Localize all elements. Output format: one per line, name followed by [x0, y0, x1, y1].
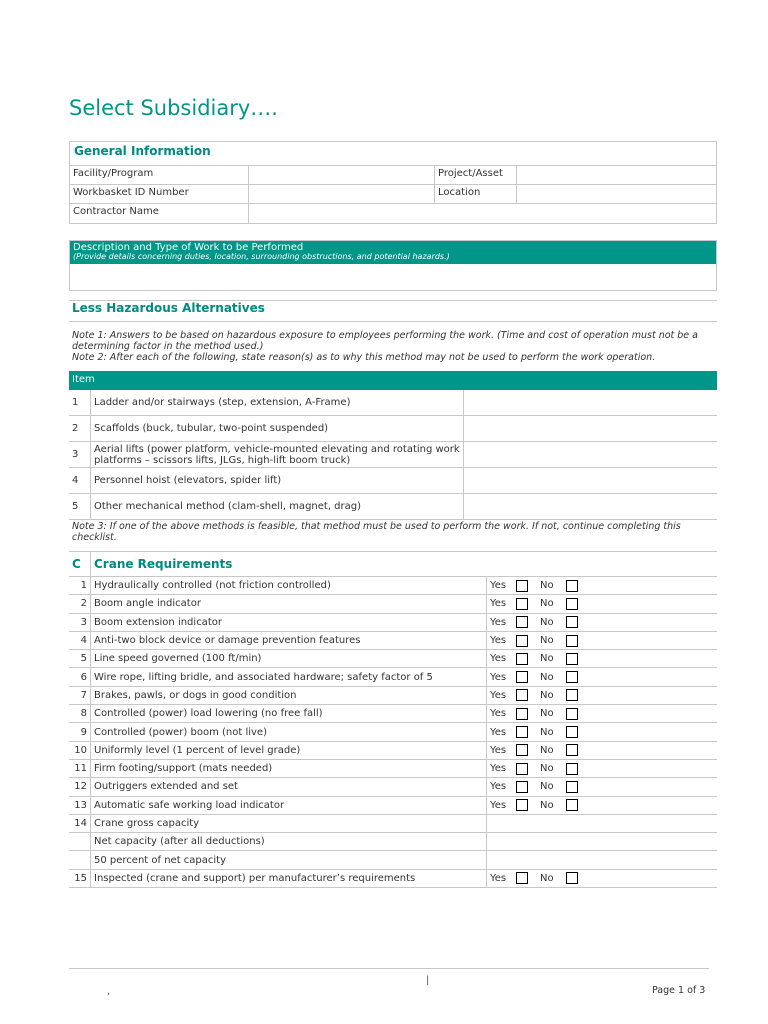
table-row — [69, 468, 717, 494]
item-reason-field[interactable] — [464, 390, 717, 415]
no-label: No — [540, 763, 554, 775]
yes-checkbox[interactable] — [516, 799, 528, 811]
answer-cell — [487, 705, 717, 722]
item-description: Personnel hoist (elevators, spider lift) — [91, 468, 464, 493]
table-row — [69, 833, 717, 851]
yes-label: Yes — [490, 580, 507, 592]
row-number: 6 — [69, 668, 91, 685]
answer-cell — [487, 687, 717, 704]
yes-checkbox[interactable] — [516, 708, 528, 720]
yes-label: Yes — [490, 653, 507, 665]
answer-cell[interactable] — [487, 815, 717, 832]
requirement-text: Anti-two block device or damage prevention features — [91, 632, 487, 649]
no-checkbox[interactable] — [566, 616, 578, 628]
requirement-text: Brakes, pawls, or dogs in good condition — [91, 687, 487, 704]
no-checkbox[interactable] — [566, 598, 578, 610]
answer-cell — [487, 723, 717, 740]
item-number: 5 — [69, 494, 91, 519]
no-label: No — [540, 598, 554, 610]
row-number: 14 — [69, 815, 91, 832]
no-checkbox[interactable] — [566, 708, 578, 720]
row-number — [69, 833, 91, 850]
general-information-heading: General Information — [70, 142, 716, 166]
facility-program-field[interactable] — [249, 166, 435, 184]
less-hazardous-heading: Less Hazardous Alternatives — [72, 301, 265, 315]
item-number: 2 — [69, 416, 91, 441]
requirement-text: Controlled (power) load lowering (no free fall) — [91, 705, 487, 722]
crane-requirements-heading: Crane Requirements — [94, 557, 233, 571]
alternatives-table-header: Item — [69, 371, 717, 390]
row-number: 2 — [69, 595, 91, 612]
yes-label: Yes — [490, 744, 507, 756]
answer-cell — [487, 870, 717, 887]
answer-cell[interactable] — [487, 833, 717, 850]
yes-label: Yes — [490, 781, 507, 793]
answer-cell[interactable] — [487, 851, 717, 868]
yes-label: Yes — [490, 671, 507, 683]
location-field[interactable] — [517, 185, 716, 203]
notes-block — [72, 330, 712, 363]
item-description: Other mechanical method (clam-shell, magnet, drag) — [91, 494, 464, 519]
yes-label: Yes — [490, 708, 507, 720]
table-row — [69, 632, 717, 650]
table-row — [69, 760, 717, 778]
no-label: No — [540, 689, 554, 701]
yes-checkbox[interactable] — [516, 671, 528, 683]
table-row — [69, 614, 717, 632]
table-row — [70, 204, 716, 223]
yes-label: Yes — [490, 689, 507, 701]
answer-cell — [487, 632, 717, 649]
item-number: 3 — [69, 442, 91, 467]
yes-checkbox[interactable] — [516, 763, 528, 775]
row-number: 12 — [69, 778, 91, 795]
item-number: 1 — [69, 390, 91, 415]
crane-requirements-header — [69, 551, 717, 577]
no-checkbox[interactable] — [566, 744, 578, 756]
answer-cell — [487, 577, 717, 594]
table-row — [69, 723, 717, 741]
yes-checkbox[interactable] — [516, 726, 528, 738]
field-label: Contractor Name — [70, 204, 249, 223]
row-number: 10 — [69, 742, 91, 759]
note-1: Note 1: Answers to be based on hazardous exposure to employees performing the work. (Time and cost of operation must not be a determining factor in the method used.) — [72, 330, 698, 352]
general-information-table — [69, 141, 717, 224]
row-number: 7 — [69, 687, 91, 704]
table-row — [69, 797, 717, 815]
table-row — [70, 166, 716, 185]
no-checkbox[interactable] — [566, 671, 578, 683]
table-row — [69, 650, 717, 668]
row-number — [69, 851, 91, 868]
requirement-text: Boom angle indicator — [91, 595, 487, 612]
answer-cell — [487, 595, 717, 612]
row-number: 5 — [69, 650, 91, 667]
requirement-text: Outriggers extended and set — [91, 778, 487, 795]
no-checkbox[interactable] — [566, 763, 578, 775]
no-label: No — [540, 799, 554, 811]
field-label: Project/Asset — [435, 166, 517, 184]
workbasket-id-field[interactable] — [249, 185, 435, 203]
yes-label: Yes — [490, 598, 507, 610]
row-number: 3 — [69, 614, 91, 631]
row-number: 13 — [69, 797, 91, 814]
footer-mark: , — [107, 986, 111, 997]
yes-checkbox[interactable] — [516, 872, 528, 884]
contractor-name-field[interactable] — [249, 204, 716, 223]
footer-divider — [69, 968, 709, 969]
yes-label: Yes — [490, 635, 507, 647]
answer-cell — [487, 797, 717, 814]
description-field[interactable] — [70, 264, 716, 290]
no-checkbox[interactable] — [566, 635, 578, 647]
table-row — [69, 778, 717, 796]
table-row — [69, 705, 717, 723]
answer-cell — [487, 760, 717, 777]
table-row — [69, 668, 717, 686]
yes-checkbox[interactable] — [516, 616, 528, 628]
table-row — [69, 851, 717, 869]
yes-label: Yes — [490, 763, 507, 775]
requirement-text: Boom extension indicator — [91, 614, 487, 631]
field-label: Location — [435, 185, 517, 203]
alternatives-table — [69, 371, 717, 520]
no-label: No — [540, 616, 554, 628]
requirement-text: Firm footing/support (mats needed) — [91, 760, 487, 777]
no-label: No — [540, 580, 554, 592]
table-row — [69, 595, 717, 613]
description-subtitle: (Provide details concerning duties, location, surrounding obstructions, and potential hazards.) — [73, 252, 450, 261]
requirement-text: Uniformly level (1 percent of level grade) — [91, 742, 487, 759]
no-label: No — [540, 708, 554, 720]
yes-checkbox[interactable] — [516, 781, 528, 793]
table-row — [69, 577, 717, 595]
table-row — [69, 442, 717, 468]
item-number: 4 — [69, 468, 91, 493]
requirement-text: 50 percent of net capacity — [91, 851, 487, 868]
answer-cell — [487, 650, 717, 667]
table-row — [69, 870, 717, 888]
crane-requirements-table — [69, 551, 717, 888]
yes-label: Yes — [490, 799, 507, 811]
yes-checkbox[interactable] — [516, 635, 528, 647]
yes-checkbox[interactable] — [516, 598, 528, 610]
yes-checkbox[interactable] — [516, 744, 528, 756]
yes-checkbox[interactable] — [516, 580, 528, 592]
item-reason-field[interactable] — [464, 494, 717, 519]
no-checkbox[interactable] — [566, 580, 578, 592]
no-checkbox[interactable] — [566, 726, 578, 738]
description-title: Description and Type of Work to be Performed — [73, 242, 304, 253]
description-header — [70, 241, 716, 264]
item-description: Ladder and/or stairways (step, extension, A-Frame) — [91, 390, 464, 415]
requirement-text: Inspected (crane and support) per manufacturer’s requirements — [91, 870, 487, 887]
row-number: 1 — [69, 577, 91, 594]
divider — [69, 321, 717, 322]
project-asset-field[interactable] — [517, 166, 716, 184]
no-checkbox[interactable] — [566, 689, 578, 701]
no-checkbox[interactable] — [566, 781, 578, 793]
requirement-text: Crane gross capacity — [91, 815, 487, 832]
answer-cell — [487, 614, 717, 631]
answer-cell — [487, 742, 717, 759]
page-number: Page 1 of 3 — [652, 985, 706, 996]
no-label: No — [540, 671, 554, 683]
requirement-text: Net capacity (after all deductions) — [91, 833, 487, 850]
no-label: No — [540, 653, 554, 665]
row-number: 9 — [69, 723, 91, 740]
row-number: 11 — [69, 760, 91, 777]
yes-label: Yes — [490, 726, 507, 738]
yes-label: Yes — [490, 616, 507, 628]
requirement-text: Line speed governed (100 ft/min) — [91, 650, 487, 667]
yes-checkbox[interactable] — [516, 689, 528, 701]
no-label: No — [540, 744, 554, 756]
requirement-text: Automatic safe working load indicator — [91, 797, 487, 814]
field-label: Facility/Program — [70, 166, 249, 184]
table-row — [69, 390, 717, 416]
table-row — [70, 185, 716, 204]
table-row — [69, 416, 717, 442]
field-label: Workbasket ID Number — [70, 185, 249, 203]
no-label: No — [540, 781, 554, 793]
yes-label: Yes — [490, 872, 507, 884]
requirement-text: Hydraulically controlled (not friction controlled) — [91, 577, 487, 594]
table-row — [69, 742, 717, 760]
item-reason-field[interactable] — [464, 416, 717, 441]
footer-separator: | — [426, 975, 430, 986]
row-number: 8 — [69, 705, 91, 722]
table-row — [69, 815, 717, 833]
answer-cell — [487, 668, 717, 685]
note-3: Note 3: If one of the above methods is feasible, that method must be used to perform the work. If not, continue completing this checklist. — [72, 521, 681, 543]
no-label: No — [540, 726, 554, 738]
note-2: Note 2: After each of the following, state reason(s) as to why this method may not be used to perform the work operation. — [72, 352, 656, 363]
no-checkbox[interactable] — [566, 872, 578, 884]
table-row — [69, 687, 717, 705]
row-number: 4 — [69, 632, 91, 649]
yes-checkbox[interactable] — [516, 653, 528, 665]
requirement-text: Wire rope, lifting bridle, and associated hardware; safety factor of 5 — [91, 668, 487, 685]
item-description: Aerial lifts (power platform, vehicle-mounted elevating and rotating work platforms – scissors lifts, JLGs, high-lift boom truck) — [91, 442, 464, 467]
item-description: Scaffolds (buck, tubular, two-point suspended) — [91, 416, 464, 441]
section-letter: C — [69, 552, 91, 576]
row-number: 15 — [69, 870, 91, 887]
answer-cell — [487, 778, 717, 795]
no-label: No — [540, 635, 554, 647]
requirement-text: Controlled (power) boom (not live) — [91, 723, 487, 740]
page-title: Select Subsidiary…. — [69, 96, 278, 120]
table-row — [69, 494, 717, 520]
no-label: No — [540, 872, 554, 884]
no-checkbox[interactable] — [566, 799, 578, 811]
item-reason-field[interactable] — [464, 468, 717, 493]
description-section — [69, 240, 717, 291]
item-reason-field[interactable] — [464, 442, 717, 467]
no-checkbox[interactable] — [566, 653, 578, 665]
